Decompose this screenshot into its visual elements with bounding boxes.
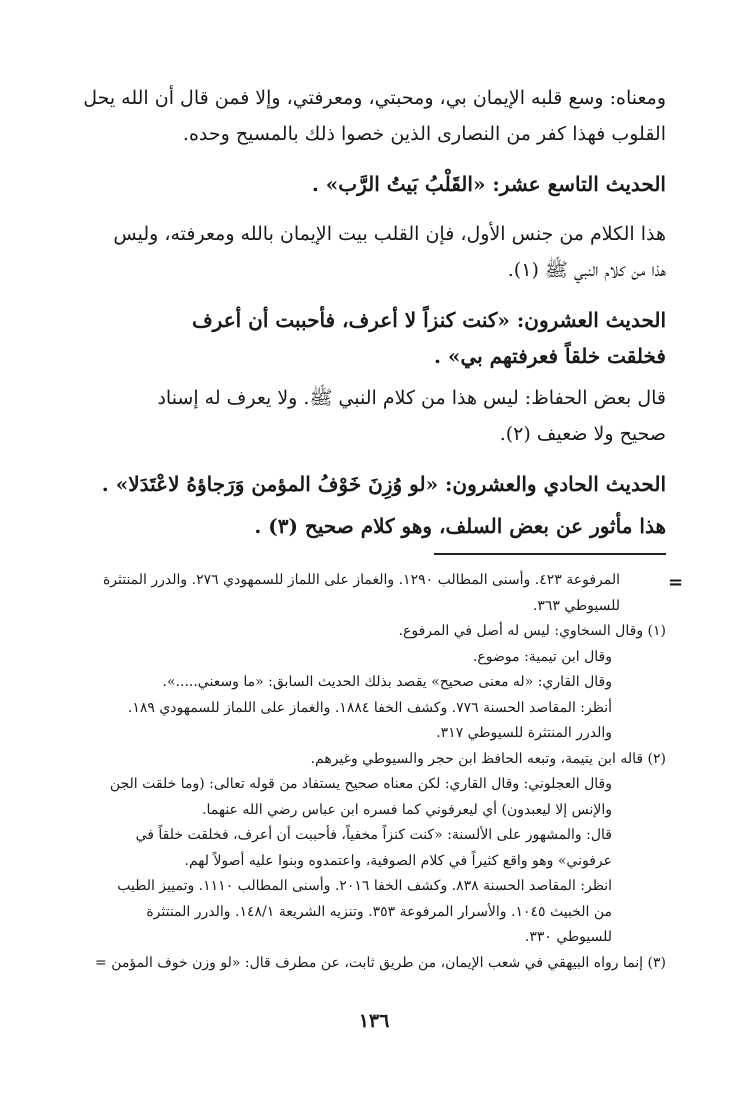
text-line: هذا الكلام من جنس الأول، فإن القلب بيت الإيمان بالله ومعرفته، وليس [113, 223, 666, 245]
hadith-heading-21: الحديث الحادي والعشرون: «لو وُزِنَ خَوْفُ المؤمن وَرَجاؤهُ لاعْتَدَلا» . [101, 472, 666, 496]
footnote-line: وقال ابن تيمية: موضوع. [472, 648, 612, 665]
page-number: ١٣٦ [358, 1010, 390, 1032]
continuation-mark: = [668, 572, 684, 593]
footnote-1: (١) وقال السخاوي: ليس له أصل في المرفوع. [398, 623, 666, 639]
text-line: ومعناه: وسع قلبه الإيمان بي، ومحبتي، ومعرفتي، وإلا فمن قال أن الله يحل [83, 87, 666, 109]
hadith-heading-20: الحديث العشرون: «كنت كنزاً لا أعرف، فأحببت أن أعرف [191, 308, 666, 332]
footnote-line: أنظر: المقاصد الحسنة ٧٧٦. وكشف الخفا ١٨٨٤. والغماز على اللماز للسمهودي ١٨٩. [127, 699, 612, 716]
footnote-line: والإنس إلا ليعبدون) أي ليعرفوني كما فسره ابن عباس رضي الله عنهما. [202, 801, 612, 818]
main-text [79, 80, 666, 544]
footnote-line: انظر: المقاصد الحسنة ٨٣٨. وكشف الخفا ٢٠١٦. وأسنى المطالب ١١١٠. وتمييز الطيب [117, 878, 612, 894]
footnote-line: وقال القاري: «له معنى صحيح» يقصد بذلك الحديث السابق: «ما وسعني.....». [162, 674, 612, 690]
footnote-line: للسيوطي ٣٦٣. [532, 597, 620, 614]
hadith-heading-19: الحديث التاسع عشر: «القَلْبُ بَيتُ الرَّب» . [311, 172, 666, 196]
hadith-heading-20-cont: فخلقت خلقاً فعرفتهم بي» . [434, 344, 666, 368]
footnote-line: المرفوعة ٤٢٣. وأسنى المطالب ١٢٩٠. والغماز على اللماز للسمهودي ٢٧٦. والدرر المنتثرة [102, 572, 620, 588]
text-line: هذا مأثور عن بعض السلف، وهو كلام صحيح (٣) . [254, 514, 666, 538]
footnote-line: قال: والمشهور على الألسنة: «كنت كنزاً مخفياً، فأحببت أن أعرف، فخلقت خلقاً في [135, 827, 612, 843]
footnote-line: من الخبيث ١٠٤٥. والأسرار المرفوعة ٣٥٣. وتنزيه الشريعة ١٤٨/١. والدرر المنتثرة [146, 903, 612, 920]
text-line: قال بعض الحفاظ: ليس هذا من كلام النبي ﷺ. ولا يعرف له إسناد [157, 387, 666, 409]
text-line: هذا من كلام النبي ﷺ (١). [507, 259, 666, 281]
text-line: صحيح ولا ضعيف (٢). [499, 423, 666, 445]
text-line: القلوب فهذا كفر من النصارى الذين خصوا ذلك بالمسيح وحده. [182, 123, 666, 145]
footnote-line: للسيوطي ٣٣٠. [524, 929, 612, 945]
footnote-line: والدرر المنتثرة للسيوطي ٣١٧. [436, 725, 612, 741]
footnote-line: وقال العجلوني: وقال القاري: لكن معناه صحيح يستفاد من قوله تعالى: (وما خلقت الجن [109, 776, 612, 792]
footnote-divider [434, 553, 666, 555]
footnote-2: (٢) قاله ابن يتيمة، وتبعه الحافظ ابن حجر والسيوطي وغيرهم. [310, 750, 666, 767]
footnote-3: (٣) إنما رواه البيهقي في شعب الإيمان، من طريق ثابت، عن مطرف قال: «لو وزن خوف المؤمن = [95, 954, 666, 971]
footnotes [76, 568, 666, 976]
footnote-line: عرفوني» وهو واقع كثيراً في كلام الصوفية، واعتمدوه وبنوا عليه أصولاً لهم. [184, 852, 612, 869]
